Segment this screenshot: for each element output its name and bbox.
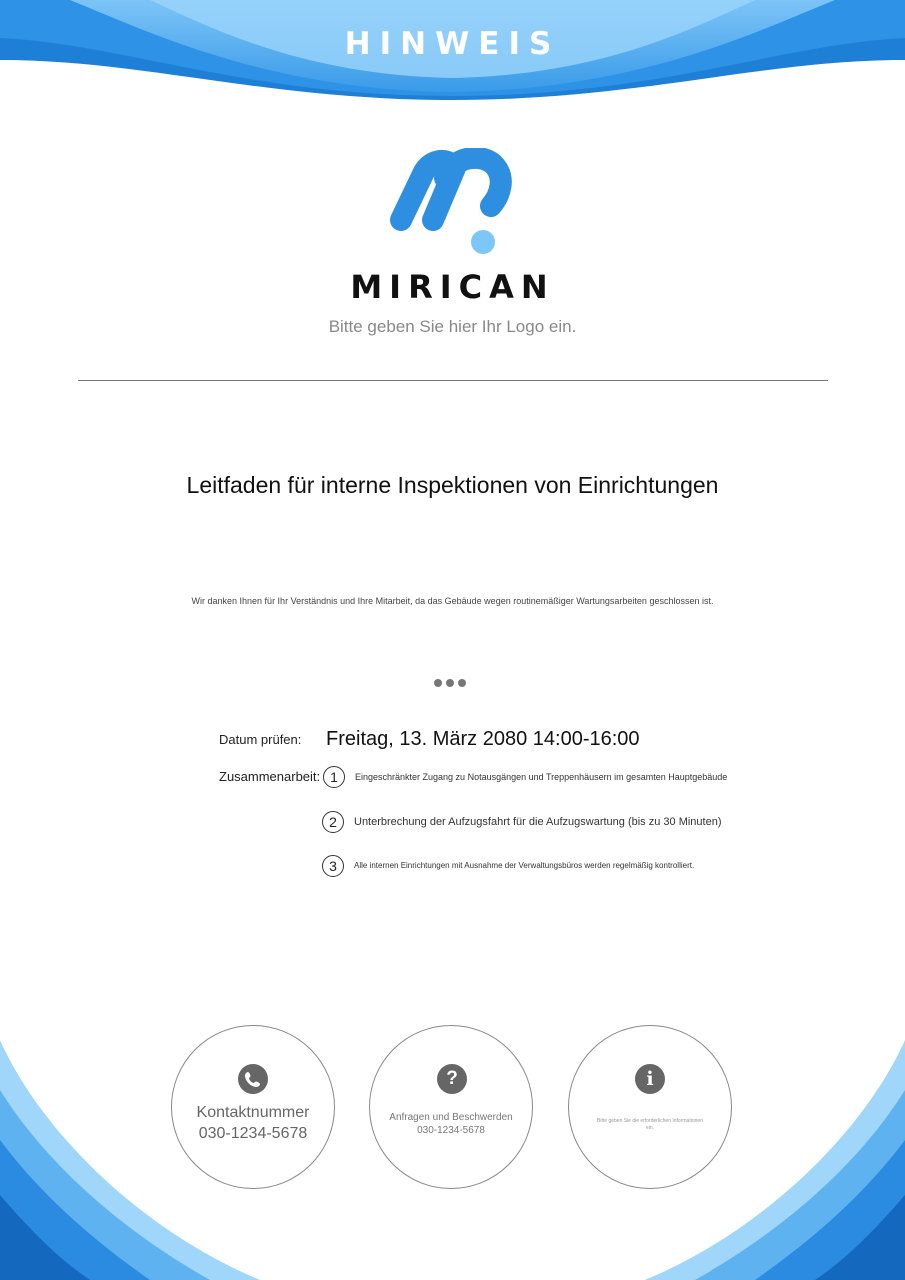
brand-logo-icon: [383, 148, 523, 258]
info-icon: i: [635, 1064, 665, 1094]
date-value: Freitag, 13. März 2080 14:00-16:00: [326, 728, 640, 750]
phone-icon: [238, 1064, 268, 1094]
document-title: Leitfaden für interne Inspektionen von Einrichtungen: [186, 472, 719, 498]
date-label: Datum prüfen:: [219, 732, 302, 747]
cooperation-label: Zusammenarbeit:: [219, 769, 321, 784]
contact-circle-info: [568, 1025, 732, 1189]
question-icon: ?: [437, 1064, 467, 1094]
contact-title: Anfragen und Beschwerden: [389, 1112, 513, 1123]
header-title: HINWEIS: [344, 26, 561, 62]
item-number-1: 1: [323, 766, 345, 788]
contact-title: Kontaktnummer: [196, 1104, 310, 1121]
divider: [78, 380, 828, 381]
contact-value: 030-1234-5678: [417, 1125, 485, 1136]
list-item: Eingeschränkter Zugang zu Notausgängen und Treppenhäusern im gesamten Hauptgebäude: [355, 772, 728, 782]
brand-name: MIRICAN: [350, 268, 555, 306]
logo-hint: Bitte geben Sie hier Ihr Logo ein.: [328, 317, 577, 336]
list-item: Alle internen Einrichtungen mit Ausnahme der Verwaltungsbüros werden regelmäßig kontrolliert.: [354, 861, 695, 870]
ellipsis-dots: [434, 679, 474, 689]
item-number-3: 3: [322, 855, 344, 877]
item-number-2: 2: [322, 811, 344, 833]
list-item: Unterbrechung der Aufzugsfahrt für die Aufzugswartung (bis zu 30 Minuten): [354, 816, 722, 828]
intro-text: Wir danken Ihnen für Ihr Verständnis und Ihre Mitarbeit, da das Gebäude wegen routinemäßiger Wartungsarbeiten geschlossen ist.: [191, 596, 714, 606]
contact-value: 030-1234-5678: [198, 1125, 308, 1142]
contact-circle-phone: [171, 1025, 335, 1189]
contact-title: Bitte geben Sie die erforderlichen Informationen ein.: [597, 1118, 703, 1131]
contact-circle-inquiries: [369, 1025, 533, 1189]
